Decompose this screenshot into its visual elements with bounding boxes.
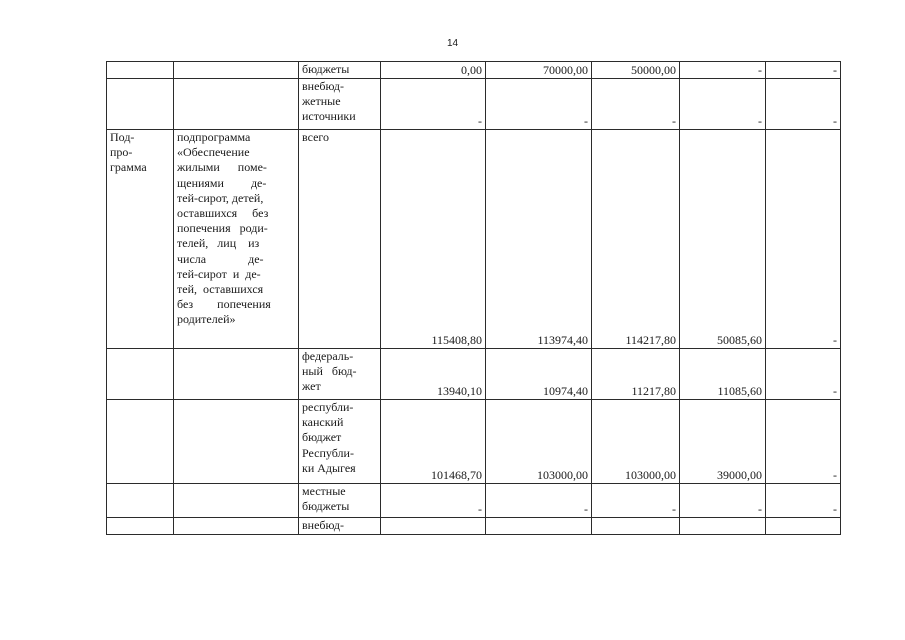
value-cell: 101468,70 (381, 400, 486, 484)
table-row (107, 518, 841, 535)
budget-table (106, 61, 841, 535)
table-row (107, 484, 841, 518)
funding-source-cell: внебюд- жетные источники (299, 79, 381, 130)
value-cell: 0,00 (381, 62, 486, 79)
value-cell: - (766, 79, 841, 130)
name-cell (174, 62, 299, 79)
type-cell (107, 518, 174, 535)
value-cell: 70000,00 (486, 62, 592, 79)
value-cell: - (486, 79, 592, 130)
value-cell (381, 518, 486, 535)
value-cell: - (766, 130, 841, 349)
funding-source-cell: республи- канский бюджет Республи- ки Адыгея (299, 400, 381, 484)
value-cell: 50000,00 (592, 62, 680, 79)
value-cell: 13940,10 (381, 349, 486, 400)
value-cell: 115408,80 (381, 130, 486, 349)
type-cell: Под- про- грамма (107, 130, 174, 349)
value-cell (486, 518, 592, 535)
value-cell: 103000,00 (486, 400, 592, 484)
funding-source-cell: местные бюджеты (299, 484, 381, 518)
funding-source-cell: внебюд- (299, 518, 381, 535)
value-cell: - (680, 79, 766, 130)
table-row (107, 130, 841, 349)
value-cell: 39000,00 (680, 400, 766, 484)
value-cell: - (486, 484, 592, 518)
value-cell: 11217,80 (592, 349, 680, 400)
value-cell (680, 518, 766, 535)
table-row (107, 62, 841, 79)
type-cell (107, 484, 174, 518)
funding-source-cell: бюджеты (299, 62, 381, 79)
table-row (107, 79, 841, 130)
value-cell (592, 518, 680, 535)
name-cell (174, 518, 299, 535)
table-row (107, 349, 841, 400)
value-cell: - (766, 484, 841, 518)
value-cell: - (381, 79, 486, 130)
value-cell: - (680, 62, 766, 79)
value-cell: - (381, 484, 486, 518)
value-cell: 114217,80 (592, 130, 680, 349)
name-cell (174, 349, 299, 400)
value-cell: - (766, 400, 841, 484)
subprogram-name-cell: подпрограмма «Обеспечение жилыми поме- щениями де- тей-сирот, детей, оставшихся без попечения роди- телей, лиц из числа де- тей-сирот и де- тей, оставшихся без попечения родителей» (174, 130, 299, 349)
value-cell: - (592, 484, 680, 518)
table-row (107, 400, 841, 484)
funding-source-cell: всего (299, 130, 381, 349)
value-cell: 50085,60 (680, 130, 766, 349)
value-cell: - (766, 349, 841, 400)
name-cell (174, 400, 299, 484)
value-cell (766, 518, 841, 535)
name-cell (174, 79, 299, 130)
name-cell (174, 484, 299, 518)
value-cell: 11085,60 (680, 349, 766, 400)
value-cell: 113974,40 (486, 130, 592, 349)
type-cell (107, 349, 174, 400)
value-cell: 103000,00 (592, 400, 680, 484)
type-cell (107, 400, 174, 484)
value-cell: 10974,40 (486, 349, 592, 400)
type-cell (107, 62, 174, 79)
type-cell (107, 79, 174, 130)
funding-source-cell: федераль- ный бюд- жет (299, 349, 381, 400)
value-cell: - (592, 79, 680, 130)
page-number: 14 (446, 38, 459, 49)
value-cell: - (680, 484, 766, 518)
value-cell: - (766, 62, 841, 79)
